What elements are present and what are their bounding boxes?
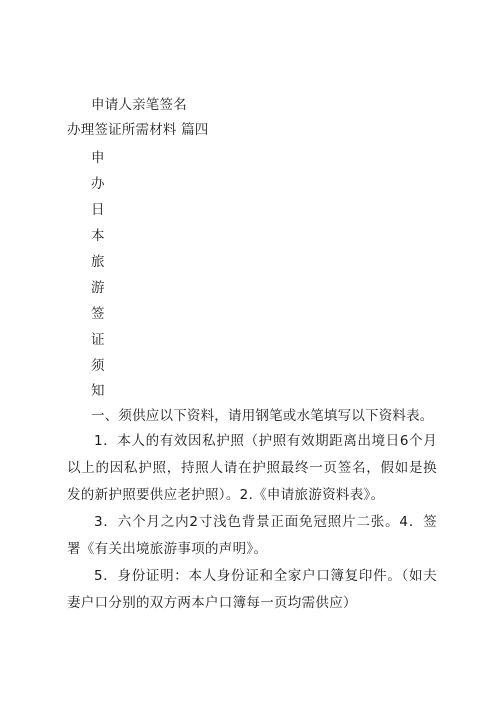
heading-char: 知 <box>91 383 105 399</box>
section-title: 办理签证所需材料 篇四 <box>67 122 209 138</box>
requirement-paragraph: 1．本人的有效因私护照（护照有效期距离出境日6个月以上的因私护照，持照人请在护照最终一页签名，假如是换发的新护照要供应老护照）。2.《申请旅游资料表》。 <box>67 433 437 503</box>
heading-char: 办 <box>91 176 105 192</box>
heading-char: 证 <box>91 332 105 348</box>
heading-char: 本 <box>91 228 105 244</box>
intro-paragraph: 一、须供应以下资料，请用钢笔或水笔填写以下资料表。 <box>91 408 434 424</box>
requirement-paragraph: 5．身份证明：本人身份证和全家户口簿复印件。（如夫妻户口分别的双方两本户口簿每一页均需供应） <box>67 568 437 611</box>
heading-char: 须 <box>91 358 105 374</box>
requirement-paragraph: 3．六个月之内2寸浅色背景正面免冠照片二张。4．签署《有关出境旅游事项的声明》。 <box>67 514 437 557</box>
heading-char: 签 <box>91 306 105 322</box>
heading-char: 日 <box>91 202 105 218</box>
signature-line: 申请人亲笔签名 <box>91 97 187 113</box>
heading-char: 申 <box>91 150 105 166</box>
heading-char: 游 <box>91 280 105 296</box>
heading-char: 旅 <box>91 254 105 270</box>
